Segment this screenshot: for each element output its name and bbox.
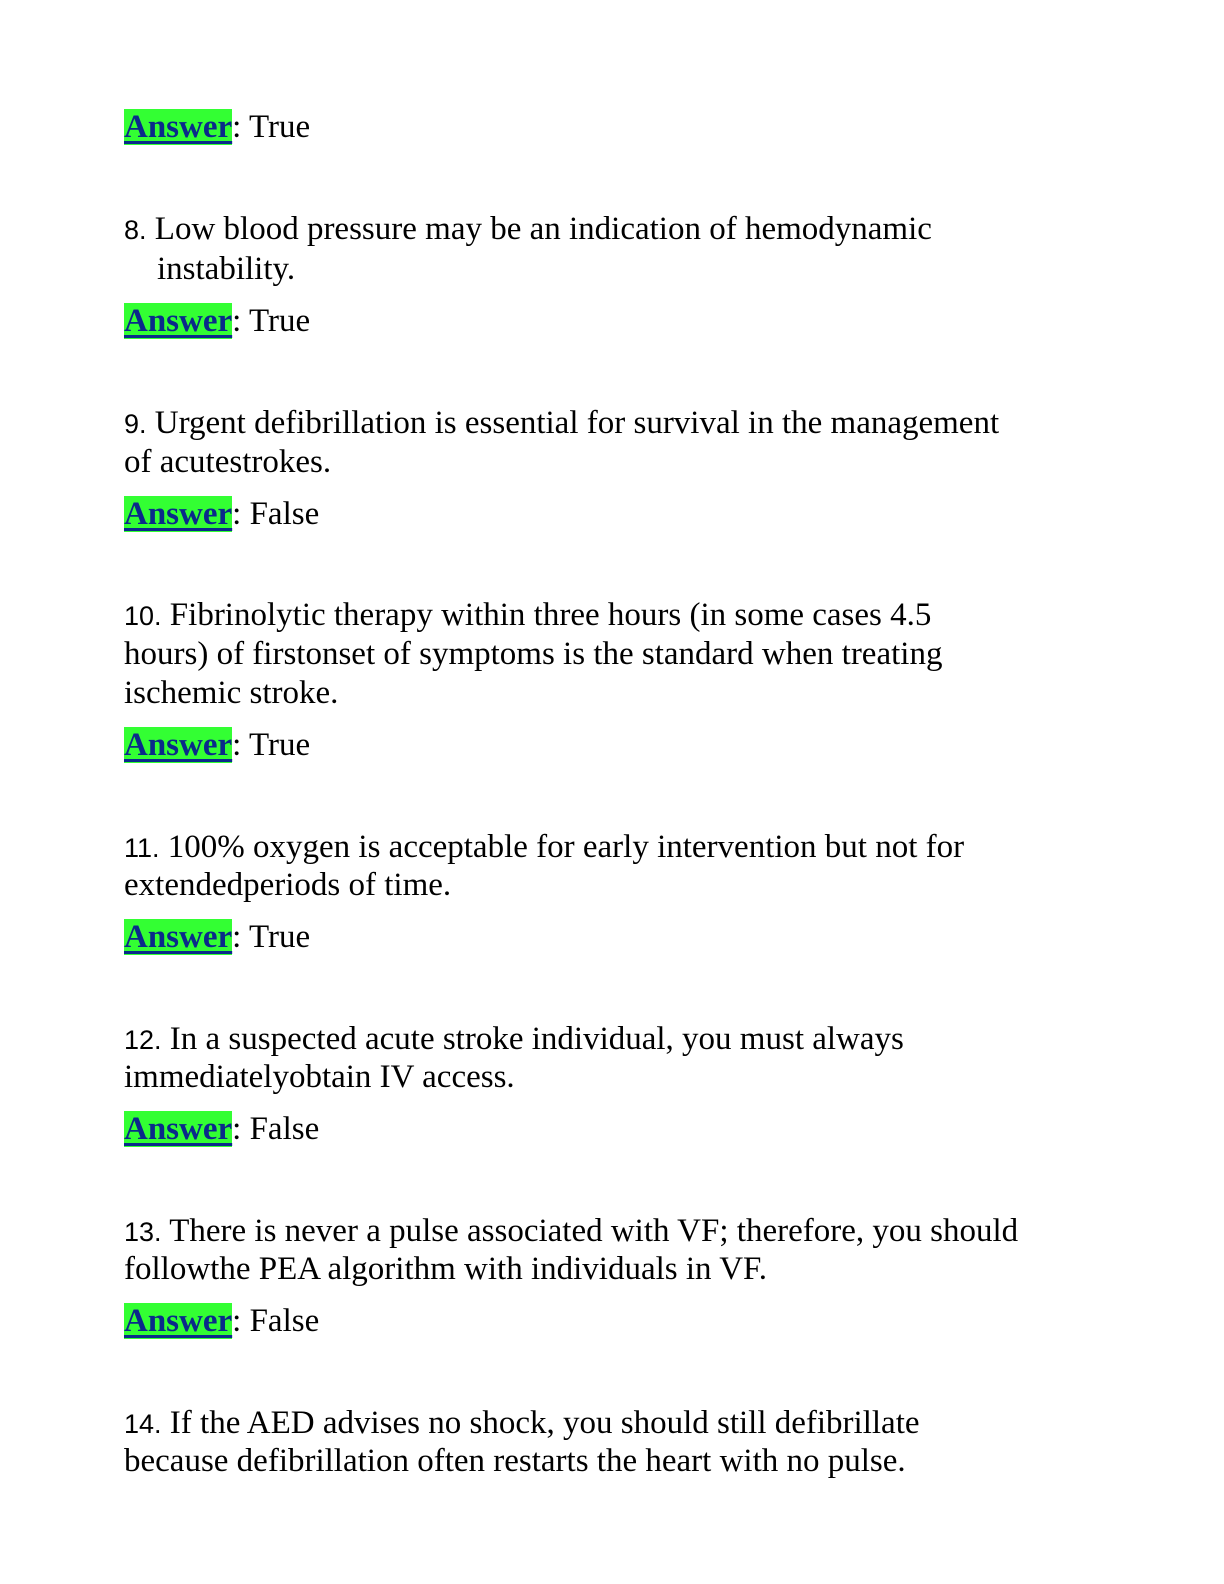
question-text: Low blood pressure may be an indication of hemodynamic <box>154 211 932 247</box>
question-text: followthe PEA algorithm with individuals in VF. <box>124 1251 768 1287</box>
answer-label: Answer <box>124 303 233 339</box>
answer-line-12: Answer: False <box>124 1111 320 1147</box>
question-10-line-3 <box>124 673 338 713</box>
answer-line-11: Answer: True <box>124 919 311 955</box>
answer-label: Answer <box>124 919 233 955</box>
answer-label: Answer <box>124 109 233 145</box>
answer-value: False <box>249 1303 320 1339</box>
answer-line-13: Answer: False <box>124 1303 320 1339</box>
question-text: of acutestrokes. <box>124 444 332 480</box>
answer-label: Answer <box>124 1303 233 1339</box>
answer-line-8: Answer: True <box>124 303 311 339</box>
answer-label: Answer <box>124 727 233 763</box>
question-text: instability. <box>157 251 296 287</box>
question-text: extendedperiods of time. <box>124 867 452 903</box>
question-text: In a suspected acute stroke individual, you must always <box>169 1021 904 1057</box>
answer-value: True <box>248 303 311 339</box>
question-text: ischemic stroke. <box>124 675 339 711</box>
question-text: because defibrillation often restarts the heart with no pulse. <box>124 1443 906 1479</box>
question-12-line-2 <box>124 1057 515 1097</box>
question-13-line-1 <box>124 1211 1018 1252</box>
question-14-line-2 <box>124 1441 906 1481</box>
question-9-line-2 <box>124 442 331 482</box>
question-number: 9. <box>124 409 147 439</box>
question-text: Fibrinolytic therapy within three hours (in some cases 4.5 <box>169 597 932 633</box>
answer-value: True <box>248 919 311 955</box>
question-13-line-2 <box>124 1249 767 1289</box>
question-number: 12. <box>124 1025 162 1055</box>
question-14-line-1 <box>124 1403 920 1444</box>
question-12-line-1 <box>124 1019 904 1060</box>
question-number: 10. <box>124 601 162 631</box>
question-8-line-2 <box>157 249 295 289</box>
answer-value: True <box>248 727 311 763</box>
question-number: 13. <box>124 1217 162 1247</box>
question-9-line-1 <box>124 403 999 444</box>
question-11-line-2 <box>124 865 451 905</box>
question-number: 14. <box>124 1409 162 1439</box>
answer-line-10: Answer: True <box>124 727 311 763</box>
question-8-line-1 <box>124 209 932 250</box>
question-10-line-2 <box>124 634 942 674</box>
answer-line-9: Answer: False <box>124 496 320 532</box>
answer-label: Answer <box>124 1111 233 1147</box>
question-11-line-1 <box>124 827 964 868</box>
question-text: Urgent defibrillation is essential for survival in the management <box>154 405 1000 441</box>
question-text: There is never a pulse associated with VF; therefore, you should <box>169 1213 1019 1249</box>
question-number: 8. <box>124 215 147 245</box>
answer-label: Answer <box>124 496 233 532</box>
question-text: 100% oxygen is acceptable for early intervention but not for <box>167 829 965 865</box>
question-text: immediatelyobtain IV access. <box>124 1059 515 1095</box>
question-number: 11. <box>124 833 160 863</box>
answer-value: True <box>248 109 311 145</box>
question-text: hours) of firstonset of symptoms is the standard when treating <box>124 636 943 672</box>
answer-line-7: Answer: True <box>124 109 311 145</box>
question-text: If the AED advises no shock, you should still defibrillate <box>169 1405 920 1441</box>
answer-value: False <box>249 1111 320 1147</box>
question-10-line-1 <box>124 595 931 636</box>
answer-value: False <box>249 496 320 532</box>
